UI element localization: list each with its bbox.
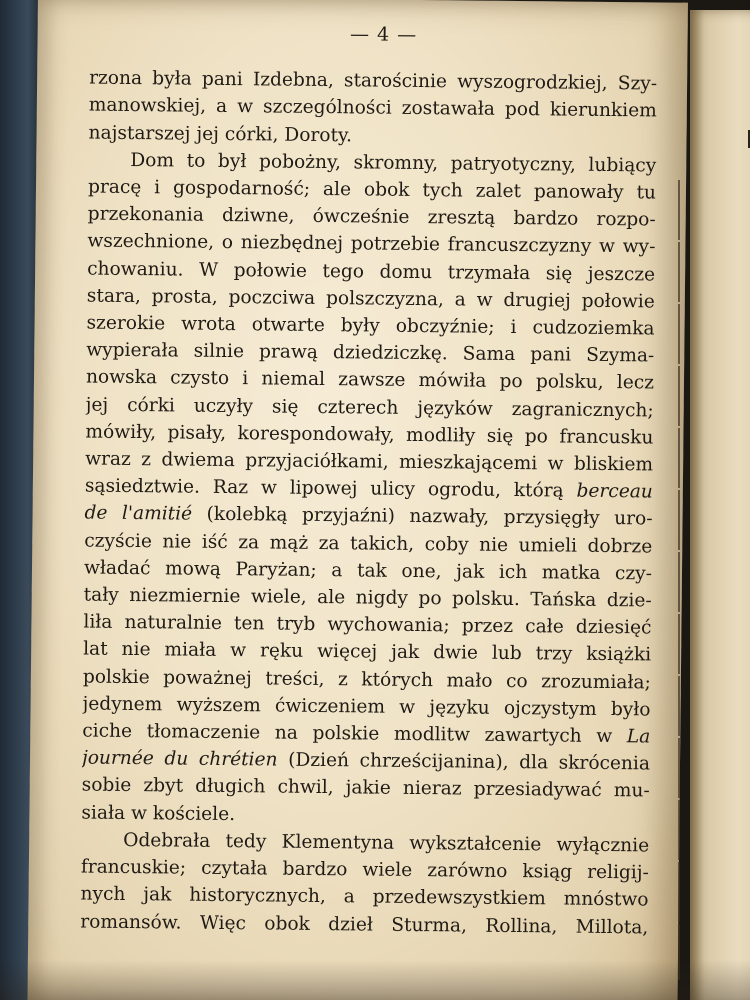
text-line: romansów. Więc obok dzieł Sturma, Rollina, Millota, — [80, 910, 649, 938]
text-line: władać mową Paryżan; a tak one, jak ich matka czy- — [83, 557, 653, 585]
text-line: najstarszej jej córki, Doroty. — [88, 122, 353, 146]
text-line: Odebrała tedy Klementyna wykształcenie wyłącznie — [123, 829, 650, 857]
text-line: tały niezmiernie wiele, ale nigdy po polsku. Tańska dzie- — [83, 584, 652, 612]
text-line: francuskie; czytała bardzo wiele zarówno ksiąg religij- — [80, 856, 649, 884]
text-line: wszechnione, o niezbędnej potrzebie francuszczyzny w wy- — [87, 230, 656, 258]
text-line: Dom to był pobożny, skromny, patryotyczny, lubiący — [130, 149, 657, 177]
page-text-block — [80, 19, 658, 942]
text-line: wypierała silnie prawą dziedziczkę. Sama pani Szyma- — [86, 339, 655, 367]
text-line: lat nie miała w ręku więcej jak dwie lub trzy książki — [83, 638, 652, 666]
page-number: — 4 — — [349, 23, 418, 46]
text-line: chowaniu. W połowie tego domu trzymała się jeszcze — [87, 258, 656, 286]
facing-page-edge — [690, 10, 750, 1000]
text-line: nych jak historycznych, a przedewszystkiem mnóstwo — [80, 883, 649, 911]
text-line: jej córki uczyły się czterech języków zagranicznych; — [85, 394, 654, 422]
text-line: przekonania dziwne, ówcześnie zresztą bardzo rozpo- — [87, 203, 656, 231]
book-page — [27, 0, 688, 1000]
text-line: journée du chrétien (Dzień chrześcijanina), dla skrócenia — [81, 747, 651, 775]
bottom-shadow — [0, 960, 750, 1000]
text-line: jedynem wyższem ćwiczeniem w języku ojczystym było — [82, 693, 651, 721]
text-line: stara, prosta, poczciwa polszczyzna, a w drugiej połowie — [86, 285, 655, 313]
text-lines — [80, 65, 657, 941]
text-line: czyście nie iść za mąż za takich, coby nie umieli dobrze — [84, 530, 653, 558]
text-line: polskie poważnej treści, z których mało co zrozumiała; — [82, 666, 651, 694]
binding-thread — [678, 180, 680, 980]
text-line: liła naturalnie ten tryb wychowania; przez całe dziesięć — [83, 611, 652, 639]
text-line: pracę i gospodarność; ale obok tych zalet panowały tu — [87, 176, 657, 204]
text-line: szerokie wrota otwarte były obczyźnie; i cudzoziemka — [86, 312, 655, 340]
text-line: sobie zbyt długich chwil, jakie nieraz przesiadywać mu- — [81, 774, 650, 802]
text-line: sąsiedztwie. Raz w lipowej ulicy ogrodu, którą berceau — [84, 475, 653, 503]
text-line: siała w kościele. — [81, 802, 236, 825]
text-line: ciche tłomaczenie na polskie modlitw zawartych w La — [82, 720, 651, 748]
text-line: manowskiej, a w szczególności zostawała pod kierunkiem — [88, 94, 657, 122]
text-line: nowska czysto i niemal zawsze mówiła po polsku, lecz — [85, 366, 655, 394]
text-line: wraz z dwiema przyjaciółkami, mieszkającemi w bliskiem — [85, 448, 654, 476]
text-line: de l'amitié (kolebką przyjaźni) nazwały, przysięgły uro- — [84, 502, 653, 530]
text-line: rzona była pani Izdebna, starościnie wyszogrodzkiej, Szy- — [89, 67, 658, 95]
text-line: mówiły, pisały, korespondowały, modliły się po francusku — [85, 421, 654, 449]
